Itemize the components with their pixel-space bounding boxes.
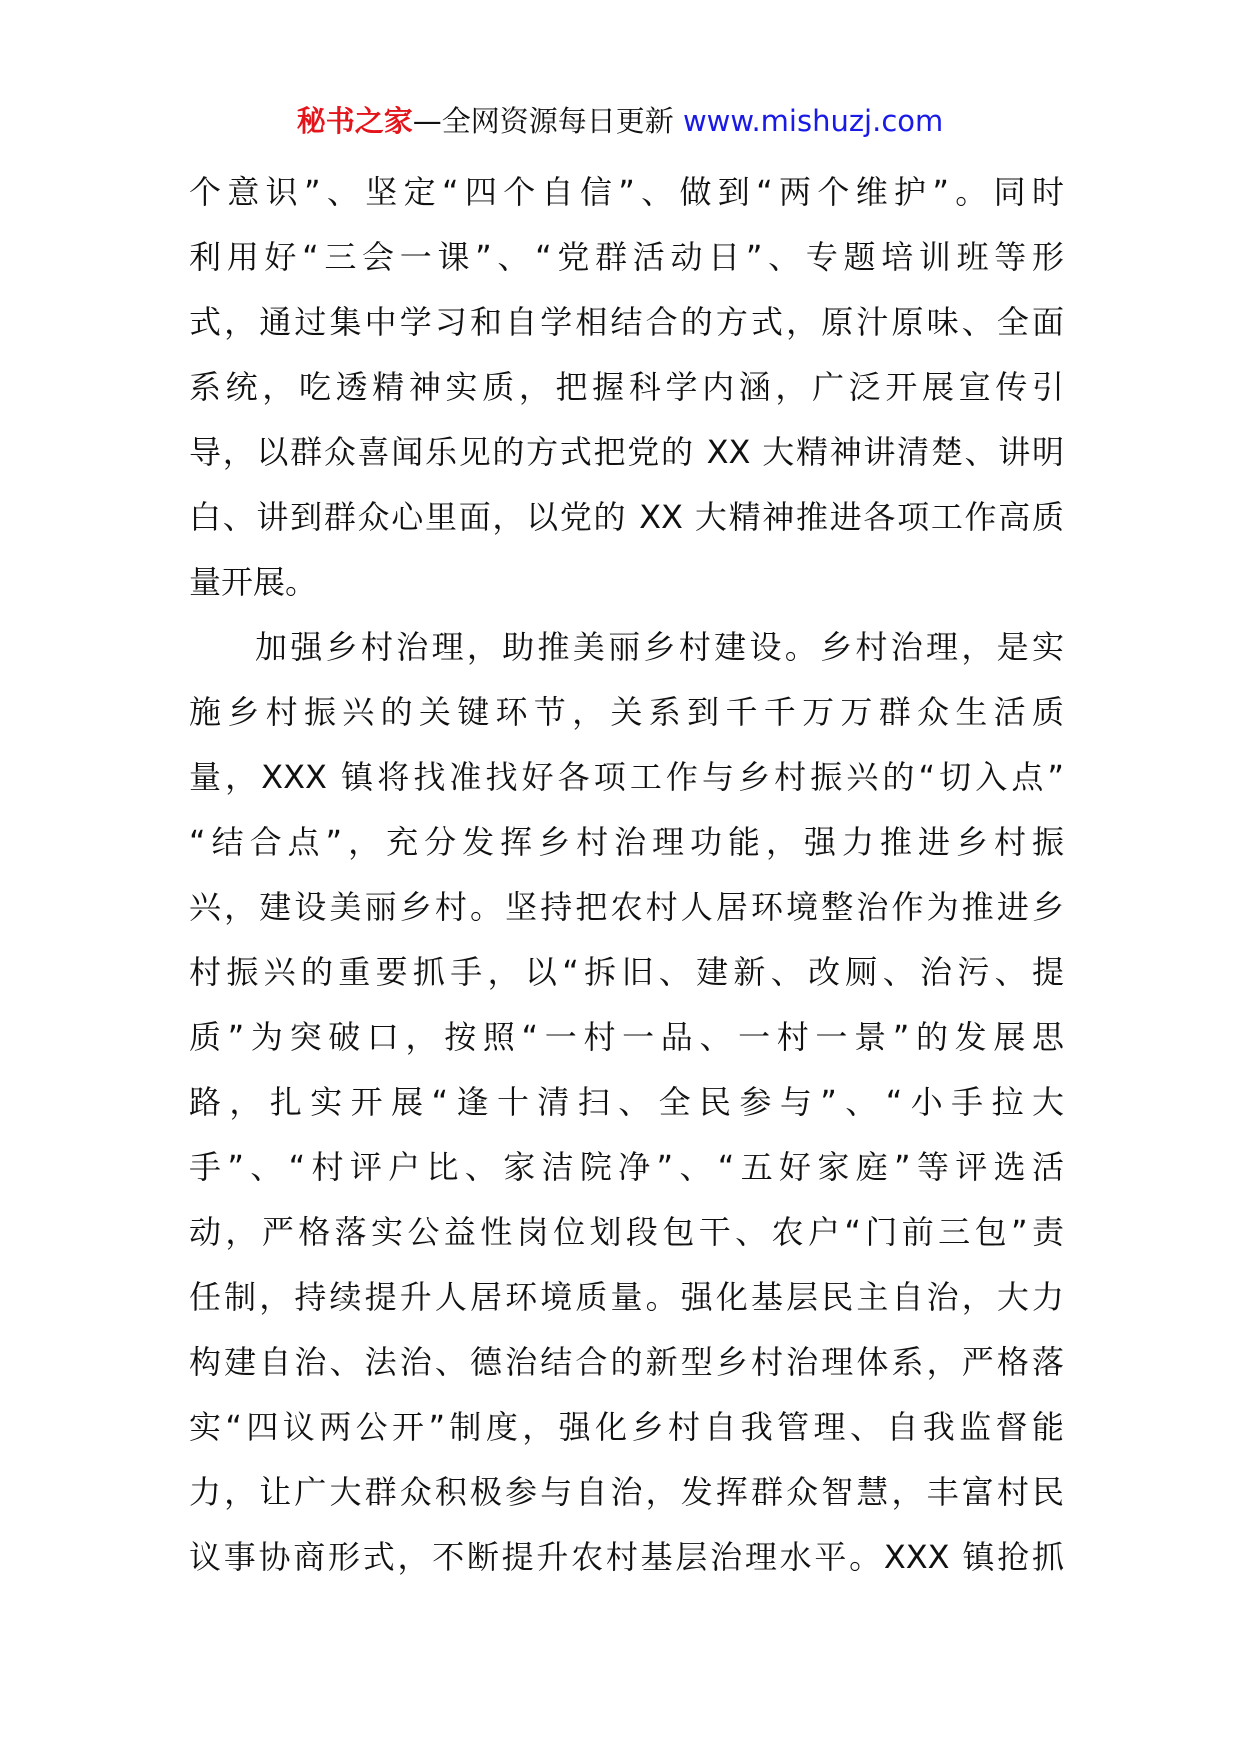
- paragraph-line: 任制，持续提升人居环境质量。强化基层民主自治，大力: [189, 1278, 1064, 1316]
- paragraph-line: 施乡村振兴的关键环节，关系到千千万万群众生活质: [189, 693, 1064, 731]
- paragraph-line: 实“四议两公开”制度，强化乡村自我管理、自我监督能: [189, 1408, 1064, 1446]
- paragraph-line: 质”为突破口，按照“一村一品、一村一景”的发展思: [189, 1018, 1064, 1056]
- paragraph-line: 量开展。: [189, 563, 318, 601]
- paragraph-2: [189, 615, 1064, 1590]
- paragraph-line: 动，严格落实公益性岗位划段包干、农户“门前三包”责: [189, 1213, 1064, 1251]
- paragraph-line: 系统，吃透精神实质，把握科学内涵，广泛开展宣传引: [189, 368, 1064, 406]
- document-body: [189, 160, 1064, 1590]
- paragraph-line: 兴，建设美丽乡村。坚持把农村人居环境整治作为推进乡: [189, 888, 1064, 926]
- paragraph-line: “结合点”，充分发挥乡村治理功能，强力推进乡村振: [189, 823, 1064, 861]
- paragraph-line: 构建自治、法治、德治结合的新型乡村治理体系，严格落: [189, 1343, 1064, 1381]
- paragraph-1: [189, 160, 1064, 615]
- site-url-link[interactable]: www.mishuzj.com: [682, 104, 944, 138]
- paragraph-line: 力，让广大群众积极参与自治，发挥群众智慧，丰富村民: [189, 1473, 1064, 1511]
- paragraph-line: 加强乡村治理，助推美丽乡村建设。乡村治理，是实: [255, 628, 1064, 666]
- paragraph-line: 导，以群众喜闻乐见的方式把党的 XX 大精神讲清楚、讲明: [189, 433, 1064, 471]
- paragraph-line: 议事协商形式，不断提升农村基层治理水平。XXX 镇抢抓: [189, 1538, 1064, 1576]
- paragraph-line: 路，扎实开展“逢十清扫、全民参与”、“小手拉大: [189, 1083, 1064, 1121]
- paragraph-line: 量，XXX 镇将找准找好各项工作与乡村振兴的“切入点”: [189, 758, 1064, 796]
- site-header: [0, 101, 1240, 141]
- paragraph-line: 白、讲到群众心里面，以党的 XX 大精神推进各项工作高质: [189, 498, 1064, 536]
- site-brand: 秘书之家: [296, 104, 413, 138]
- paragraph-line: 个意识”、坚定“四个自信”、做到“两个维护”。同时: [189, 173, 1064, 211]
- paragraph-line: 利用好“三会一课”、“党群活动日”、专题培训班等形: [189, 238, 1064, 276]
- paragraph-line: 式，通过集中学习和自学相结合的方式，原汁原味、全面: [189, 303, 1064, 341]
- paragraph-line: 村振兴的重要抓手，以“拆旧、建新、改厕、治污、提: [189, 953, 1064, 991]
- site-tagline: —全网资源每日更新: [412, 104, 674, 138]
- paragraph-line: 手”、“村评户比、家洁院净”、“五好家庭”等评选活: [189, 1148, 1064, 1186]
